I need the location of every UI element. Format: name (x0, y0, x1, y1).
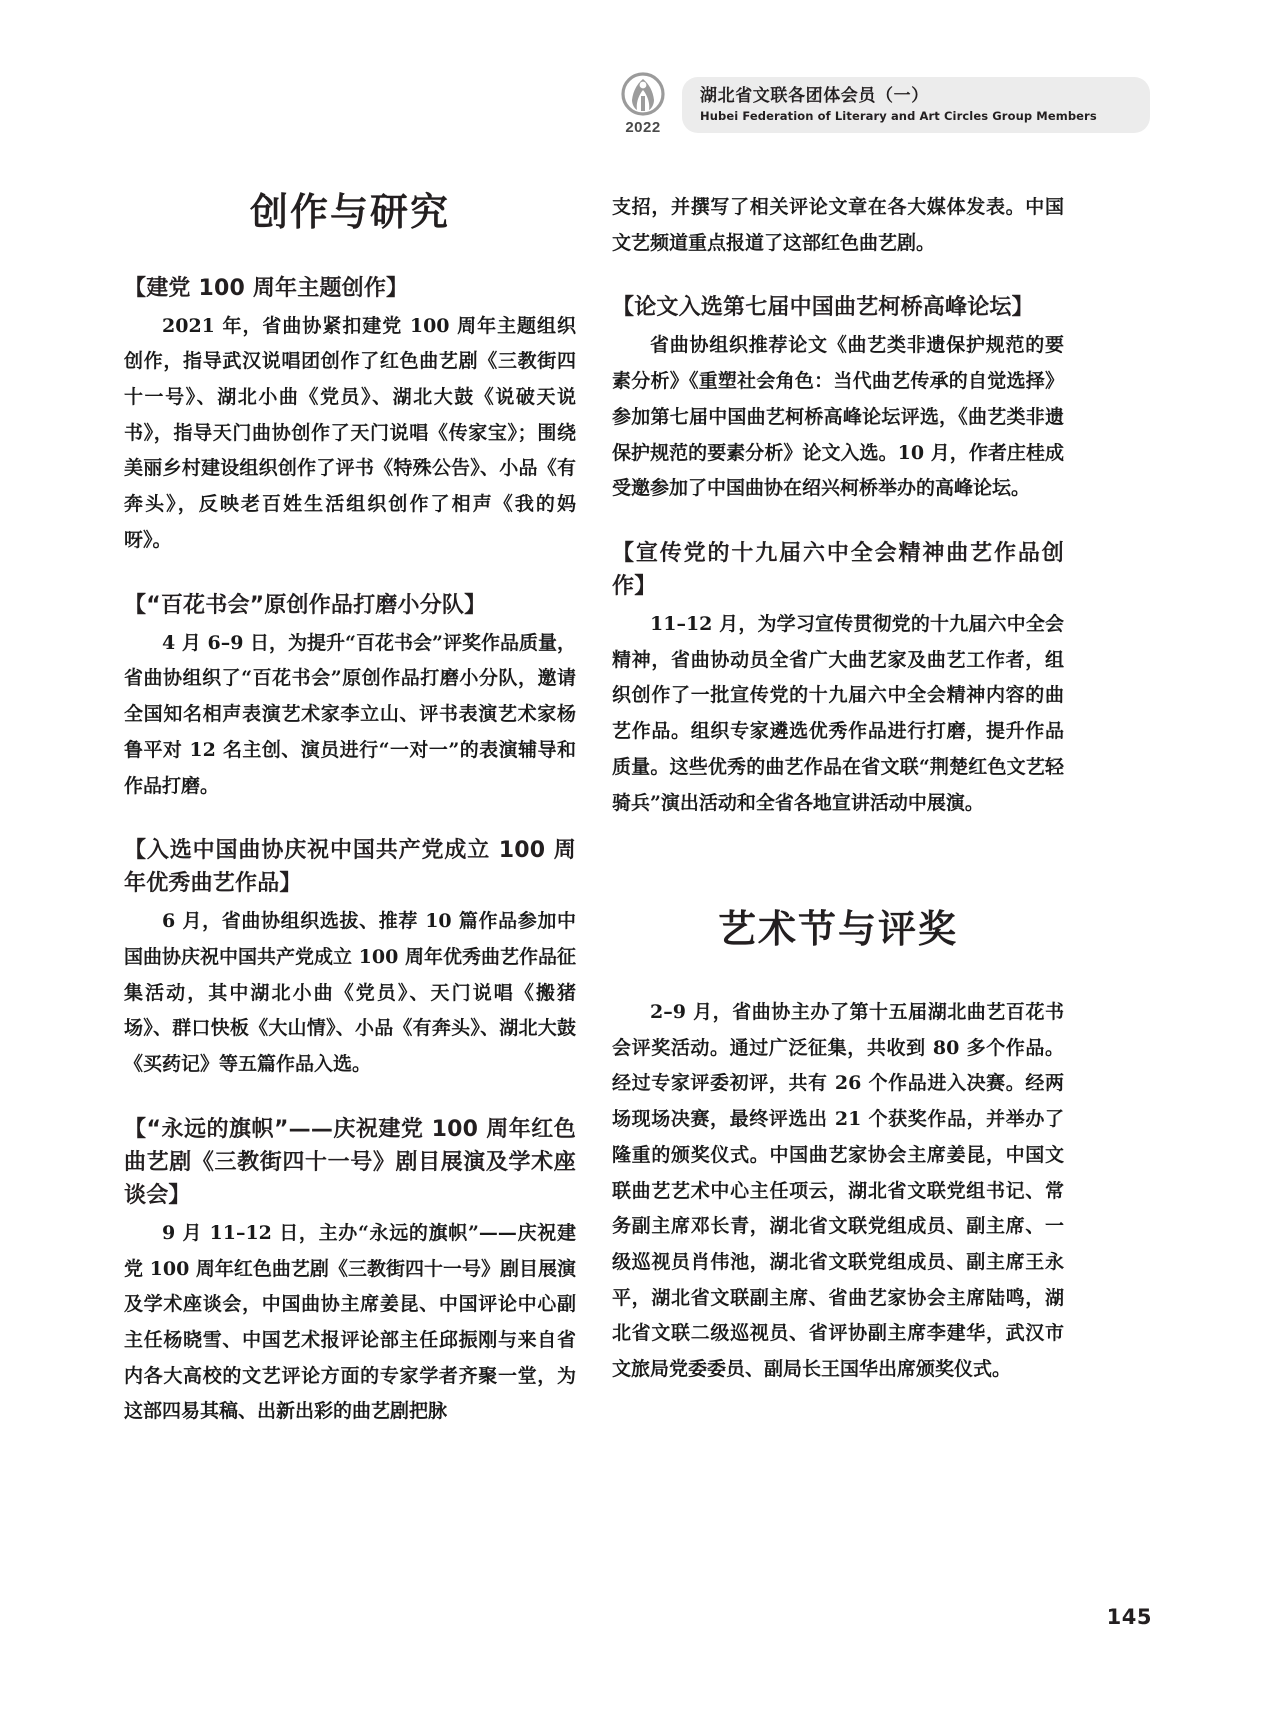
body-paragraph: 6 月，省曲协组织选拔、推荐 10 篇作品参加中国曲协庆祝中国共产党成立 100 周年优秀曲艺作品征集活动，其中湖北小曲《党员》、天门说唱《搬猪场》、群口快板《大山情》、小品《有奔头》、湖北大鼓《买药记》等五篇作品入选。 (124, 910, 576, 1076)
body-paragraph: 4 月 6–9 日，为提升“百花书会”评奖作品质量，省曲协组织了“百花书会”原创作品打磨小分队，邀请全国知名相声表演艺术家李立山、评书表演艺术家杨鲁平对 12 名主创、演员进行“一对一”的表演辅导和作品打磨。 (124, 631, 576, 797)
article-block (612, 537, 1064, 821)
article-block (124, 834, 576, 1083)
header-logo (610, 72, 676, 138)
running-header (610, 72, 1150, 138)
body-paragraph: 9 月 11–12 日，主办“永远的旗帜”——庆祝建党 100 周年红色曲艺剧《三教街四十一号》剧目展演及学术座谈会，中国曲协主席姜昆、中国评论中心副主任杨晓雪、中国艺术报评论部主任邱振刚与来自省内各大高校的文艺评论方面的专家学者齐聚一堂，为这部四易其稿、出新出彩的曲艺剧把脉 (124, 1221, 576, 1423)
article-block (124, 589, 576, 805)
sub-heading: 【“永远的旗帜”——庆祝建党 100 周年红色曲艺剧《三教街四十一号》剧目展演及学术座谈会】 (124, 1116, 576, 1208)
sub-heading: 【论文入选第七届中国曲艺柯桥高峰论坛】 (612, 295, 1034, 321)
left-column (124, 190, 576, 1460)
article-block (124, 1113, 576, 1430)
continued-paragraph: 支招，并撰写了相关评论文章在各大媒体发表。中国文艺频道重点报道了这部红色曲艺剧。 (612, 196, 1064, 254)
sub-heading: 【入选中国曲协庆祝中国共产党成立 100 周年优秀曲艺作品】 (124, 838, 576, 897)
sub-heading: 【建党 100 周年主题创作】 (124, 275, 409, 301)
logo-year: 2022 (625, 119, 661, 136)
section-title-festival: 艺术节与评奖 (717, 907, 958, 952)
header-title-cn: 湖北省文联各团体会员（一） (700, 85, 929, 106)
article-block (612, 291, 1064, 507)
sub-heading: 【“百花书会”原创作品打磨小分队】 (124, 592, 487, 618)
sub-heading: 【宣传党的十九届六中全会精神曲艺作品创作】 (612, 541, 1064, 600)
federation-emblem-icon (617, 72, 669, 118)
body-paragraph: 11–12 月，为学习宣传贯彻党的十九届六中全会精神，省曲协动员全省广大曲艺家及曲艺工作者，组织创作了一批宣传党的十九届六中全会精神内容的曲艺作品。组织专家遴选优秀作品进行打磨，提升作品质量。这些优秀的曲艺作品在省文联“荆楚红色文艺轻骑兵”演出活动和全省各地宣讲活动中展演。 (612, 613, 1064, 814)
right-column (612, 190, 1064, 1418)
body-paragraph: 2021 年，省曲协紧扣建党 100 周年主题组织创作，指导武汉说唱团创作了红色曲艺剧《三教街四十一号》、湖北小曲《党员》、湖北大鼓《说破天说书》，指导天门曲协创作了天门说唱《传家宝》；围绕美丽乡村建设组织创作了评书《特殊公告》、小品《有奔头》，反映老百姓生活组织创作了相声《我的妈呀》。 (124, 314, 576, 551)
body-paragraph: 省曲协组织推荐论文《曲艺类非遗保护规范的要素分析》《重塑社会角色：当代曲艺传承的自觉选择》参加第七届中国曲艺柯桥高峰论坛评选，《曲艺类非遗保护规范的要素分析》论文入选。10 月，作者庄桂成受邀参加了中国曲协在绍兴柯桥举办的高峰论坛。 (612, 334, 1064, 500)
section-title-creation: 创作与研究 (249, 190, 450, 234)
header-title-band (682, 77, 1150, 133)
page-number: 145 (1106, 1605, 1152, 1629)
article-block (124, 272, 576, 559)
festival-paragraph: 2–9 月，省曲协主办了第十五届湖北曲艺百花书会评奖活动。通过广泛征集，共收到 80 多个作品。经过专家评委初评，共有 26 个作品进入决赛。经两场现场决赛，最终评选出 21 个获奖作品，并举办了隆重的颁奖仪式。中国曲艺家协会主席姜昆，中国文联曲艺艺术中心主任项云，湖北省文联党组书记、常务副主席邓长青，湖北省文联党组成员、副主席、一级巡视员肖伟池，湖北省文联党组成员、副主席王永平，湖北省文联副主席、省曲艺家协会主席陆鸣，湖北省文联二级巡视员、省评协副主席李建华，武汉市文旅局党委委员、副局长王国华出席颁奖仪式。 (612, 1000, 1064, 1381)
header-title-en: Hubei Federation of Literary and Art Circles Group Members (700, 109, 1097, 124)
